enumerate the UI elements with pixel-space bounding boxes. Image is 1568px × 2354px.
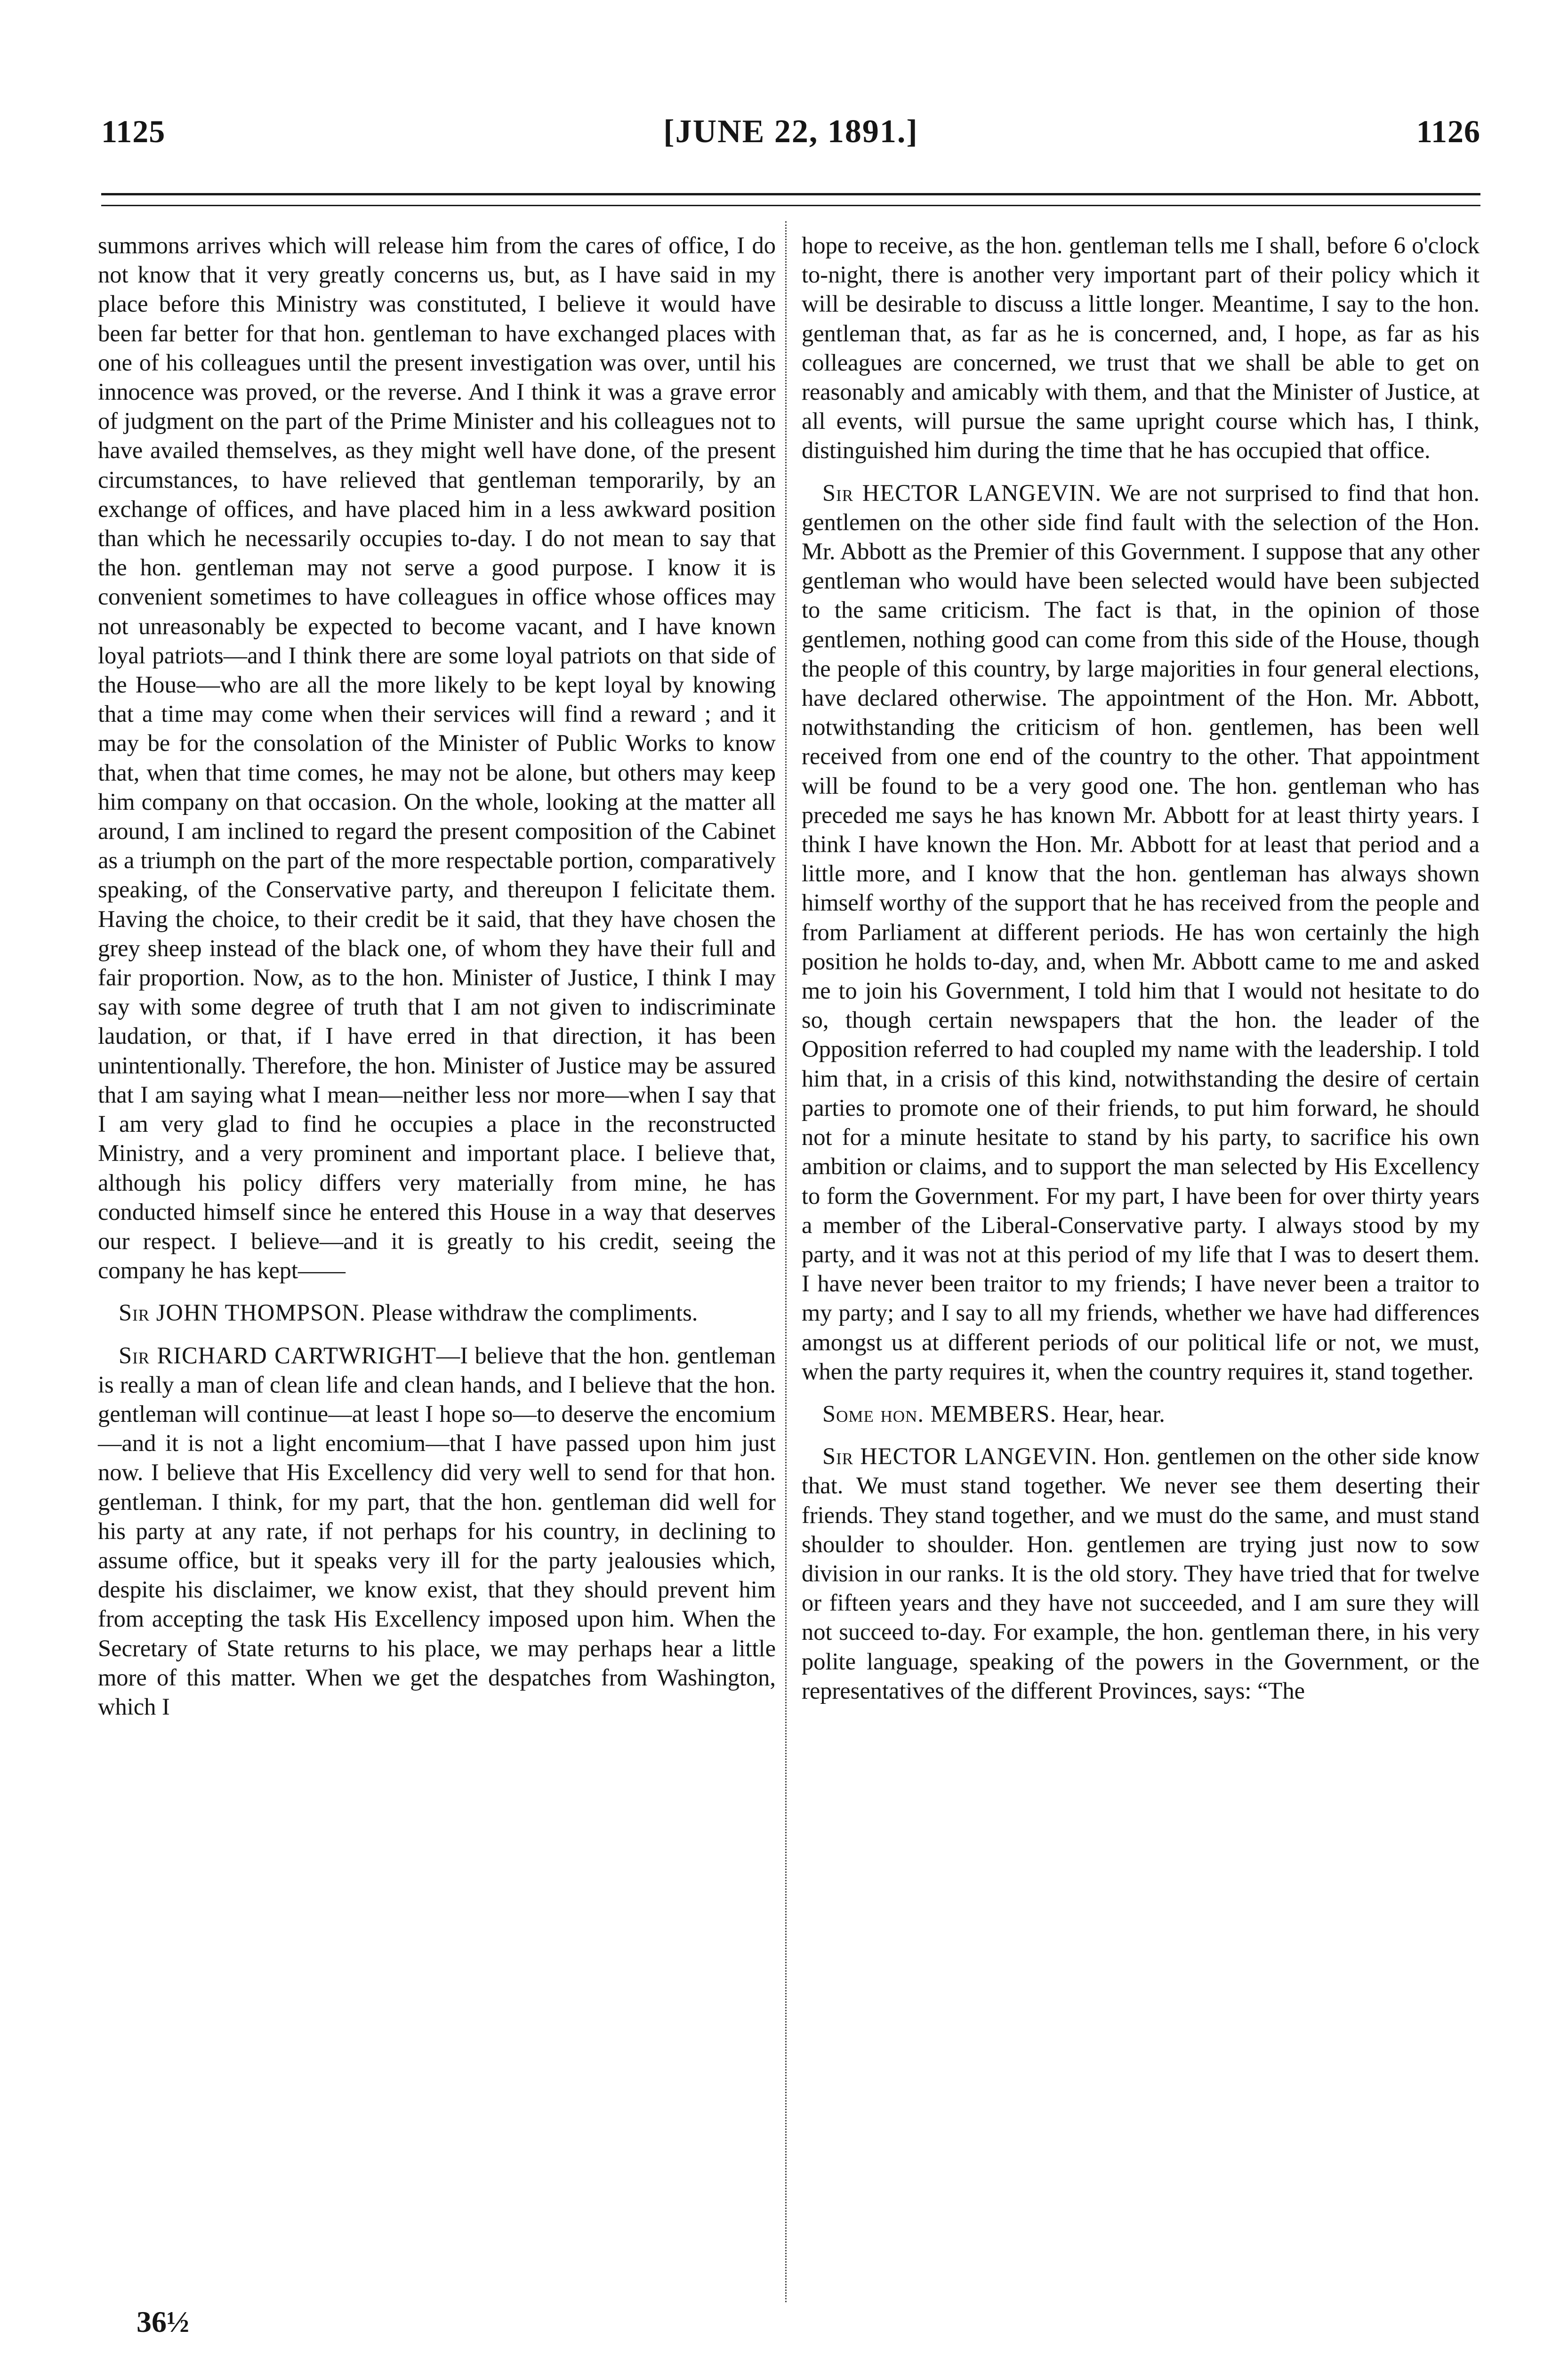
speech-text: Hon. gentlemen on the other side know that. We must stand together. We never see them deserting their friends. They stand together, and we must do the same, and must stand shoulder to shoulder. Hon. gentlemen are trying just now to sow division in our ranks. It is the old story. They have tried that for twelve or fifteen years and they have not succeeded, and I am sure they will not succeed to-day. For example, the hon. gentleman there, in his very polite language, speaking of the powers in the Government, or the representatives of the different Provinces, says: “The	[802, 1443, 1480, 1704]
right-paragraph-2	[802, 478, 1480, 1386]
right-column	[802, 231, 1480, 1718]
column-divider	[785, 221, 787, 2302]
speech-text: Please withdraw the compliments.	[365, 1299, 698, 1326]
speaker-name: Sir HECTOR LANGEVIN.	[822, 1443, 1098, 1470]
speech-text: —I believe that the hon. gentleman is really a man of clean life and clean hands, and I believe that the hon. gentleman will continue—at least I hope so—to deserve the encomium—and it is not a light encomium—that I have passed upon him just now. I believe that His Excellency did very well to send for that hon. gentleman. I think, for my part, that the hon. gentleman did well for his party at any rate, if not perhaps for his country, in declining to assume office, but it speaks very ill for the party jealousies which, despite his disclaimer, we know exist, that they should prevent him from accepting the task His Excellency imposed upon him. When the Secretary of State returns to his place, we may perhaps hear a little more of this matter. When we get the despatches from Washington, which I	[98, 1342, 776, 1720]
page-number-right: 1126	[1416, 113, 1480, 149]
speech-text: We are not surprised to find that hon. gentlemen on the other side find fault with the selection of the Hon. Mr. Abbott as the Premier of this Government. I suppose that any other gentleman who would have been selected would have been subjected to the same criticism. The fact is that, in the opinion of those gentlemen, nothing good can come from this side of the House, though the people of this country, by large majorities in four general elections, have declared otherwise. The appointment of the Hon. Mr. Abbott, notwithstanding the criticism of hon. gentlemen, has been well received from one end of the country to the other. That appointment will be found to be a very good one. The hon. gentleman who has preceded me says he has known Mr. Abbott for at least thirty years. I think I have known the Hon. Mr. Abbott for at least that period and a little more, and I know that the hon. gentleman has always shown himself worthy of the support that he has received from the people and from Parliament at different periods. He has won certainly the high position he holds to-day, and, when Mr. Abbott came to me and asked me to join his Government, I told him that I would not hesitate to do so, though certain newspapers that the hon. the leader of the Opposition referred to had coupled my name with the leadership. I told him that, in a crisis of this kind, notwithstanding the desire of certain parties to promote one of their friends, to put him forward, he should not for a minute hesitate to stand by his party, to sacrifice his own ambition or claims, and to support the man selected by His Excellency to form the Government. For my part, I have been for over thirty years a member of the Liberal-Conservative party. I always stood by my party, and it was not at this period of my life that I was to desert them. I have never been traitor to my friends; I have never been a traitor to my party; and I say to all my friends, whether we have had differences amongst us at different periods of our political life or not, we must, when the party requires it, when the country requires it, stand together.	[802, 479, 1480, 1385]
left-paragraph-1: summons arrives which will release him from the cares of office, I do not know that it very greatly concerns us, but, as I have said in my place before this Ministry was constituted, I believe it would have been far better for that hon. gentleman to have exchanged places with one of his colleagues until the present investigation was over, until his innocence was proved, or the reverse. And I think it was a grave error of judgment on the part of the Prime Minister and his colleagues not to have availed themselves, as they might well have done, of the present circumstances, to have relieved that gentleman temporarily, by an exchange of offices, and have placed him in a less awkward position than which he necessarily occupies to-day. I do not mean to say that the hon. gentleman may not serve a good purpose. I know it is convenient sometimes to have colleagues in office whose offices may not unreasonably be expected to become vacant, and I have known loyal patriots—and I think there are some loyal patriots on that side of the House—who are all the more likely to be kept loyal by knowing that a time may come when their services will find a reward ; and it may be for the consolation of the Minister of Public Works to know that, when that time comes, he may not be alone, but others may keep him company on that occasion. On the whole, looking at the matter all around, I am inclined to regard the present composition of the Cabinet as a triumph on the part of the more respectable portion, comparatively speaking, of the Conservative party, and thereupon I felicitate them. Having the choice, to their credit be it said, that they have chosen the grey sheep instead of the black one, of whom they have their full and fair proportion. Now, as to the hon. Minister of Justice, I think I may say with some degree of truth that I am not given to indiscriminate laudation, or that, if I have erred in that direction, it has been unintentionally. Therefore, the hon. Minister of Justice may be assured that I am saying what I mean—neither less nor more—when I say that I am very glad to find he occupies a place in the reconstructed Ministry, and a very prominent and important place. I believe that, although his policy differs very materially from mine, he has conducted himself since he entered this House in a way that deserves our respect. I believe—and it is greatly to his credit, seeing the company he has kept——	[98, 232, 776, 1284]
left-column	[98, 231, 776, 1734]
speaker-name: Sir HECTOR LANGEVIN.	[822, 479, 1102, 506]
header-rule-thick	[101, 193, 1480, 195]
page-header	[101, 113, 1480, 165]
speaker-name: Some hon. MEMBERS.	[822, 1400, 1057, 1427]
right-paragraph-4	[802, 1442, 1480, 1705]
speaker-name: Sir JOHN THOMPSON.	[119, 1299, 366, 1326]
speaker-name: Sir RICHARD CARTWRIGHT	[119, 1342, 436, 1369]
left-paragraph-3	[98, 1341, 776, 1722]
printer-signature-mark: 36½	[137, 2305, 189, 2338]
speech-text: Hear, hear.	[1056, 1400, 1165, 1427]
right-paragraph-1: hope to receive, as the hon. gentleman tells me I shall, before 6 o'clock to-night, there is another very important part of their policy which it will be desirable to discuss a little longer. Meantime, I say to the hon. gentleman that, as far as he is concerned, and, I hope, as far as his colleagues are concerned, we trust that we shall be able to get on reasonably and amicably with them, and that the Minister of Justice, at all events, will pursue the same upright course which has, I think, distinguished him during the time that he has occupied that office.	[802, 232, 1480, 464]
header-date: [JUNE 22, 1891.]	[663, 113, 918, 150]
page-number-left: 1125	[101, 113, 166, 149]
right-paragraph-3	[802, 1399, 1480, 1428]
left-paragraph-2	[98, 1298, 776, 1327]
header-rule-thin	[101, 205, 1480, 206]
